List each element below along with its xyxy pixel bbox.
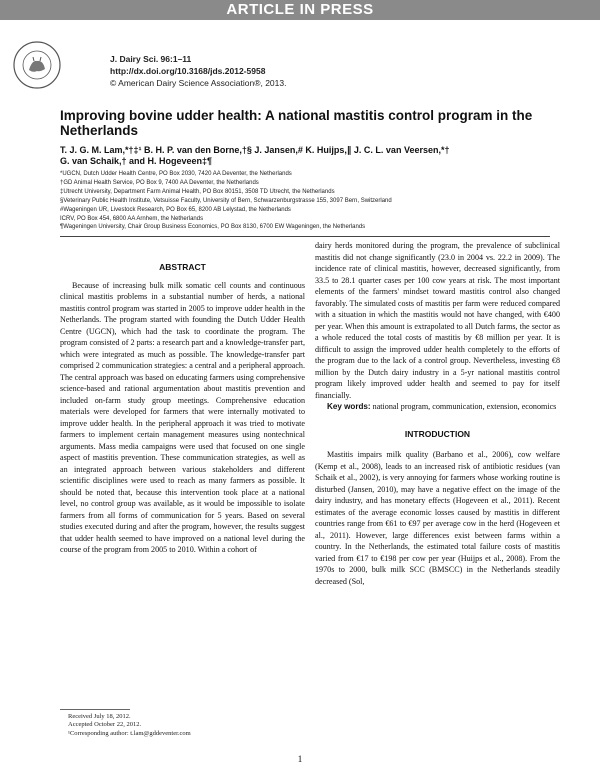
keywords xyxy=(315,401,560,413)
right-column xyxy=(315,240,560,587)
page-number: 1 xyxy=(297,755,303,765)
keywords-label: Key words: xyxy=(327,402,371,411)
article-in-press-banner: ARTICLE IN PRESS xyxy=(0,0,600,20)
affiliation: †GD Animal Health Service, PO Box 9, 7400 AA Deventer, the Netherlands xyxy=(60,179,259,186)
affiliations xyxy=(60,170,550,232)
copyright-notice: © American Dairy Science Association®, 2013. xyxy=(110,78,287,88)
ads-association-logo xyxy=(12,40,62,90)
keywords-list: national program, communication, extension, economics xyxy=(372,402,557,411)
citation-block xyxy=(110,53,286,89)
author-list xyxy=(60,145,550,167)
affiliation: ¶Wageningen University, Chair Group Business Economics, PO Box 8130, 6700 EW Wageningen, the Netherlands xyxy=(60,224,366,231)
affiliation: ICRV, PO Box 454, 6800 AA Arnhem, the Netherlands xyxy=(60,215,204,222)
header-divider xyxy=(60,236,550,237)
accepted-date: Accepted October 22, 2012. xyxy=(68,721,142,729)
affiliation: *UGCN, Dutch Udder Health Centre, PO Box 2030, 7420 AA Deventer, the Netherlands xyxy=(60,171,292,177)
article-title: Improving bovine udder health: A national mastitis control program in the Netherlands xyxy=(60,108,533,138)
affiliation: §Veterinary Public Health Institute, Vetsuisse Faculty, University of Bern, Schwarzenburgstrasse 155, 3097 Bern, Switzerland xyxy=(60,197,392,204)
abstract-text-left: Because of increasing bulk milk somatic cell counts and continuous clinical mastitis problems in a substantial number of herds, a national mastitis control program was started in 2005 to improve udder health in the Netherlands. The program started with founding the Dutch Udder Health Centre (UGCN), which had the task to coordinate the program. The program consisted of 2 parts: a research part and a knowledge-transfer part, which were integrated as much as possible. The knowledge-transfer part comprised 2 communication strategies: a central and a peripheral approach. The central approach was based on educating farmers using comprehensive science-based and rational argumentation about mastitis prevention and included on-farm study group meetings. Comprehensive education materials were developed for farmers that were internally motivated to improve udder health. In the peripheral approach it was tried to motivate farmers to implement certain management measures using nontechnical arguments. Mass media campaigns were used that focused on one single aspect of mastitis prevention. These communication strategies, as well as an integrated approach between various stakeholders and different scientific disciplines were used to reach as many farmers as possible. It should be noted that, because this intervention took place at a national level, no control group was available, as it would be impossible to isolate farmers from all forms of communication for 5 years. Based on several studies executed during and after the program, however, the results suggest that udder health seemed to have improved on a national level during the course of the program from 2005 to 2010. Within a cohort of xyxy=(60,280,305,554)
abstract-heading: ABSTRACT xyxy=(159,262,206,272)
authors-line-2: G. van Schaik,† and H. Hogeveen‡¶ xyxy=(60,156,213,166)
footnote-divider xyxy=(60,709,130,710)
doi-link[interactable]: http://dx.doi.org/10.3168/jds.2012-5958 xyxy=(110,66,266,76)
authors-line-1: T. J. G. M. Lam,*†‡¹ B. H. P. van den Borne,†§ J. Jansen,# K. Huijps,∥ J. C. L. van Veersen,*† xyxy=(60,145,450,155)
abstract-text-right: dairy herds monitored during the program, the prevalence of subclinical mastitis did not change significantly (23.0 in 2004 vs. 22.2 in 2009). The incidence rate of clinical mastitis, however, decreased significantly, from 33.5 to 28.1 quarter cases per 100 cow years at risk. The most important elements of the farmers' mindset toward mastitis control also changed favorably. The simulated costs of mastitis per farm were reduced compared with a situation in which the mastitis would not have changed, with €400 per year. When this amount is extrapolated to all Dutch farms, the sector as a whole reduced the total costs of mastitis by €8 million per year. It is difficult to assign the improved udder health completely to the efforts of the program due to the lack of a control group. Nevertheless, investing €8 million by the Dutch dairy industry in a 5-yr national mastitis control program likely improved udder health and seemed to pay for itself financially. xyxy=(315,241,560,400)
journal-citation: J. Dairy Sci. 96:1–11 xyxy=(110,54,192,64)
affiliation: ‡Utrecht University, Department Farm Animal Health, PO Box 80151, 3508 TD Utrecht, the Netherlands xyxy=(60,188,335,195)
corresponding-author: ¹Corresponding author: t.lam@gddeventer.com xyxy=(68,729,191,737)
affiliation: #Wageningen UR, Livestock Research, PO Box 65, 8200 AB Lelystad, the Netherlands xyxy=(60,206,291,213)
received-date: Received July 18, 2012. xyxy=(68,713,131,720)
introduction-heading: INTRODUCTION xyxy=(404,428,471,439)
introduction-text: Mastitis impairs milk quality (Barbano et al., 2006), cow welfare (Kemp et al., 2008), leads to an increased risk of antibiotic residues (van Schaik et al., 2002), is very annoying for farmers whose working routine is disturbed (Jansen, 2010), may have a negative effect on the image of the dairy industry, and has monetary effects (Hogeveen et al., 2011). Recent estimates of the average economic losses caused by mastitis in different countries range from €61 to €97 per average cow in the herd (Hogeveen et al., 2011). However, large differences exist between farms within a country. In the Netherlands, the estimated total failure costs of mastitis varied from €17 to €198 per cow per year (Huijps et al., 2008). From the 1970s to 2000, bulk milk SCC (BMSCC) in the Netherlands steadily decreased (Sol, xyxy=(315,450,560,586)
left-column xyxy=(60,262,305,556)
footnotes xyxy=(68,713,191,738)
